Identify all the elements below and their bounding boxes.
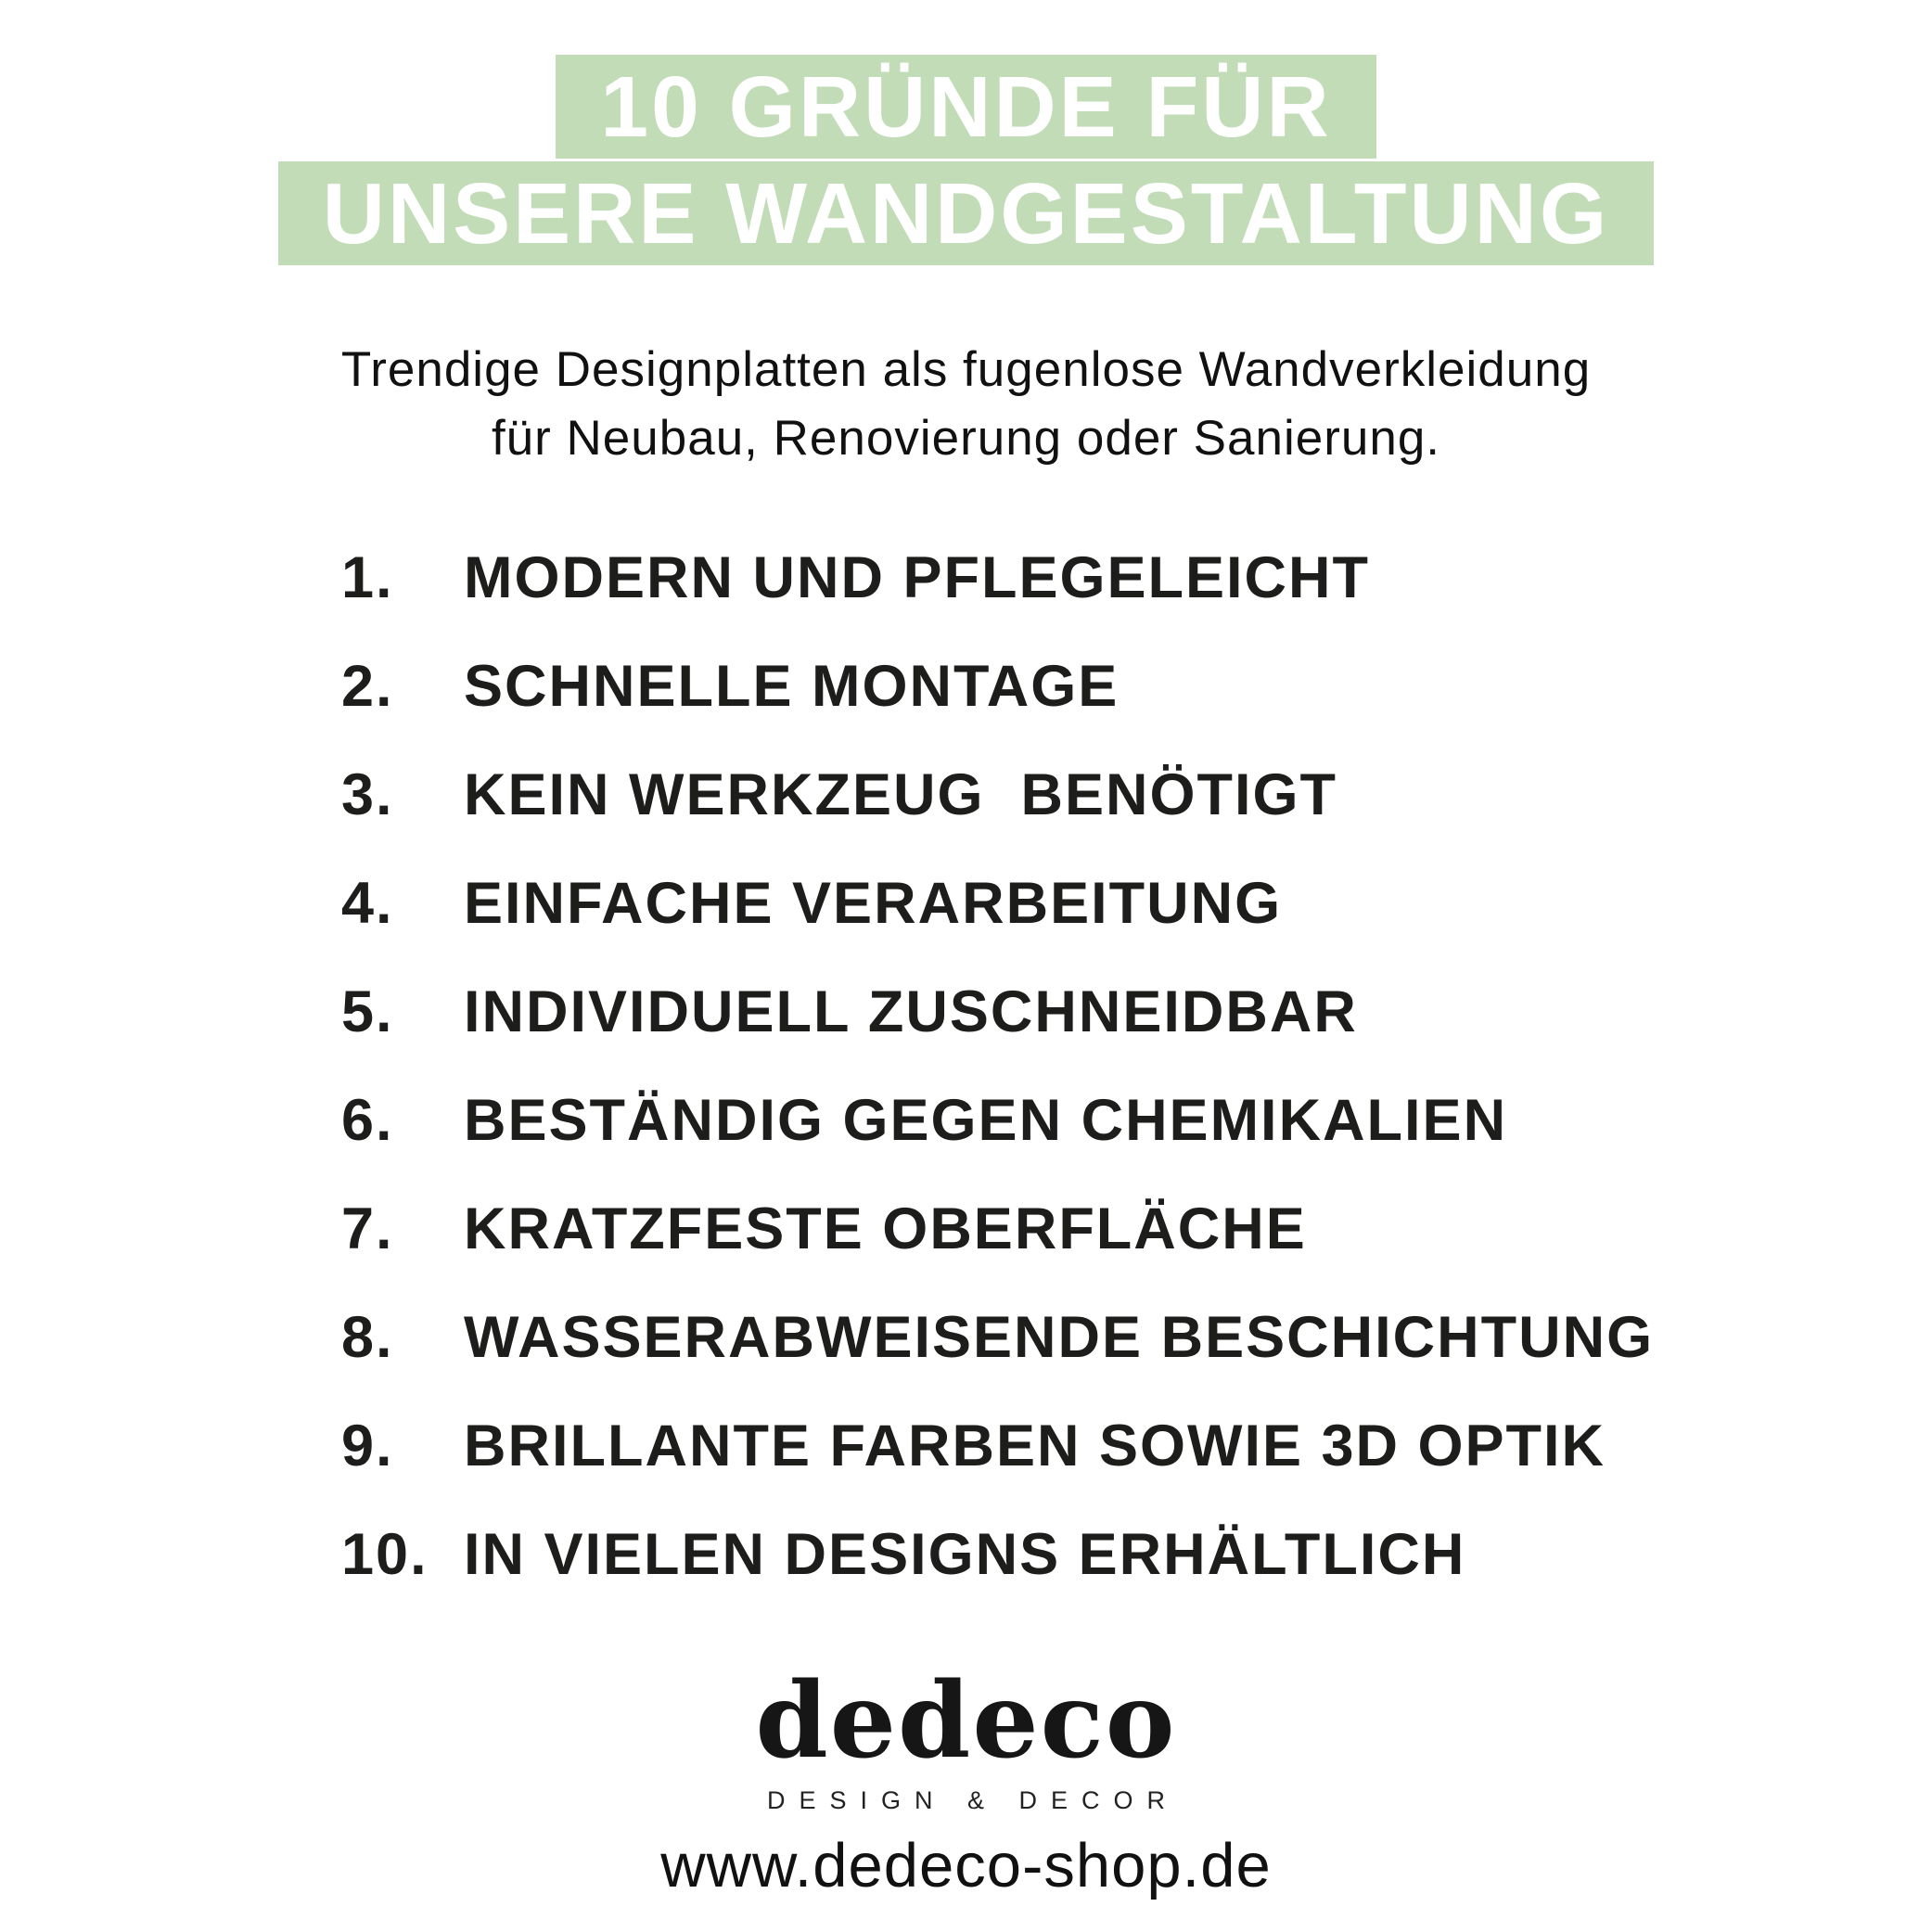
- brand-tagline: DESIGN & DECOR: [766, 1786, 1180, 1814]
- list-item-label: KRATZFESTE OBERFLÄCHE: [464, 1196, 1307, 1261]
- list-item: [341, 1305, 1876, 1370]
- list-item-number: 7.: [341, 1196, 394, 1261]
- list-item: [341, 1522, 1876, 1587]
- list-item-label: INDIVIDUELL ZUSCHNEIDBAR: [464, 979, 1358, 1044]
- title-line-2: UNSERE WANDGESTALTUNG: [278, 161, 1654, 265]
- list-item-number: 6.: [341, 1088, 394, 1153]
- list-item: [341, 871, 1876, 936]
- website-url: www.dedeco-shop.de: [660, 1831, 1272, 1900]
- list-item-label: KEIN WERKZEUG BENÖTIGT: [464, 762, 1337, 827]
- title-row-2: [0, 161, 1932, 265]
- list-item-label: BESTÄNDIG GEGEN CHEMIKALIEN: [464, 1088, 1508, 1153]
- list-item: [341, 1414, 1876, 1478]
- brand-logo: [0, 1660, 1932, 1814]
- list-item-number: 1.: [341, 545, 394, 610]
- list-item: [341, 1088, 1876, 1153]
- list-item-number: 9.: [341, 1414, 394, 1478]
- list-item-number: 2.: [341, 654, 394, 719]
- list-item-label: SCHNELLE MONTAGE: [464, 654, 1120, 719]
- title: [0, 55, 1932, 265]
- list-item-number: 3.: [341, 762, 394, 827]
- list-item: [341, 1196, 1876, 1261]
- list-item-number: 10.: [341, 1522, 429, 1587]
- subtitle-line-1: Trendige Designplatten als fugenlose Wandverkleidung: [340, 342, 1592, 397]
- list-item-label: EINFACHE VERARBEITUNG: [464, 871, 1283, 936]
- list-item-label: BRILLANTE FARBEN SOWIE 3D OPTIK: [464, 1414, 1606, 1478]
- list-item-label: WASSERABWEISENDE BESCHICHTUNG: [464, 1305, 1655, 1370]
- list-item-number: 5.: [341, 979, 394, 1044]
- subtitle-line-2: für Neubau, Renovierung oder Sanierung.: [491, 411, 1441, 466]
- reasons-list: [341, 545, 1876, 1631]
- list-item-number: 4.: [341, 871, 394, 936]
- list-item-label: MODERN UND PFLEGELEICHT: [464, 545, 1371, 610]
- list-item-number: 8.: [341, 1305, 394, 1370]
- subtitle: [0, 336, 1932, 473]
- title-line-1: 10 GRÜNDE FÜR: [556, 55, 1375, 159]
- list-item: [341, 762, 1876, 827]
- list-item: [341, 979, 1876, 1044]
- list-item-label: IN VIELEN DESIGNS ERHÄLTLICH: [464, 1522, 1466, 1587]
- title-row-1: [0, 55, 1932, 159]
- list-item: [341, 654, 1876, 719]
- list-item: [341, 545, 1876, 610]
- brand-wordmark: dedeco: [755, 1660, 1177, 1782]
